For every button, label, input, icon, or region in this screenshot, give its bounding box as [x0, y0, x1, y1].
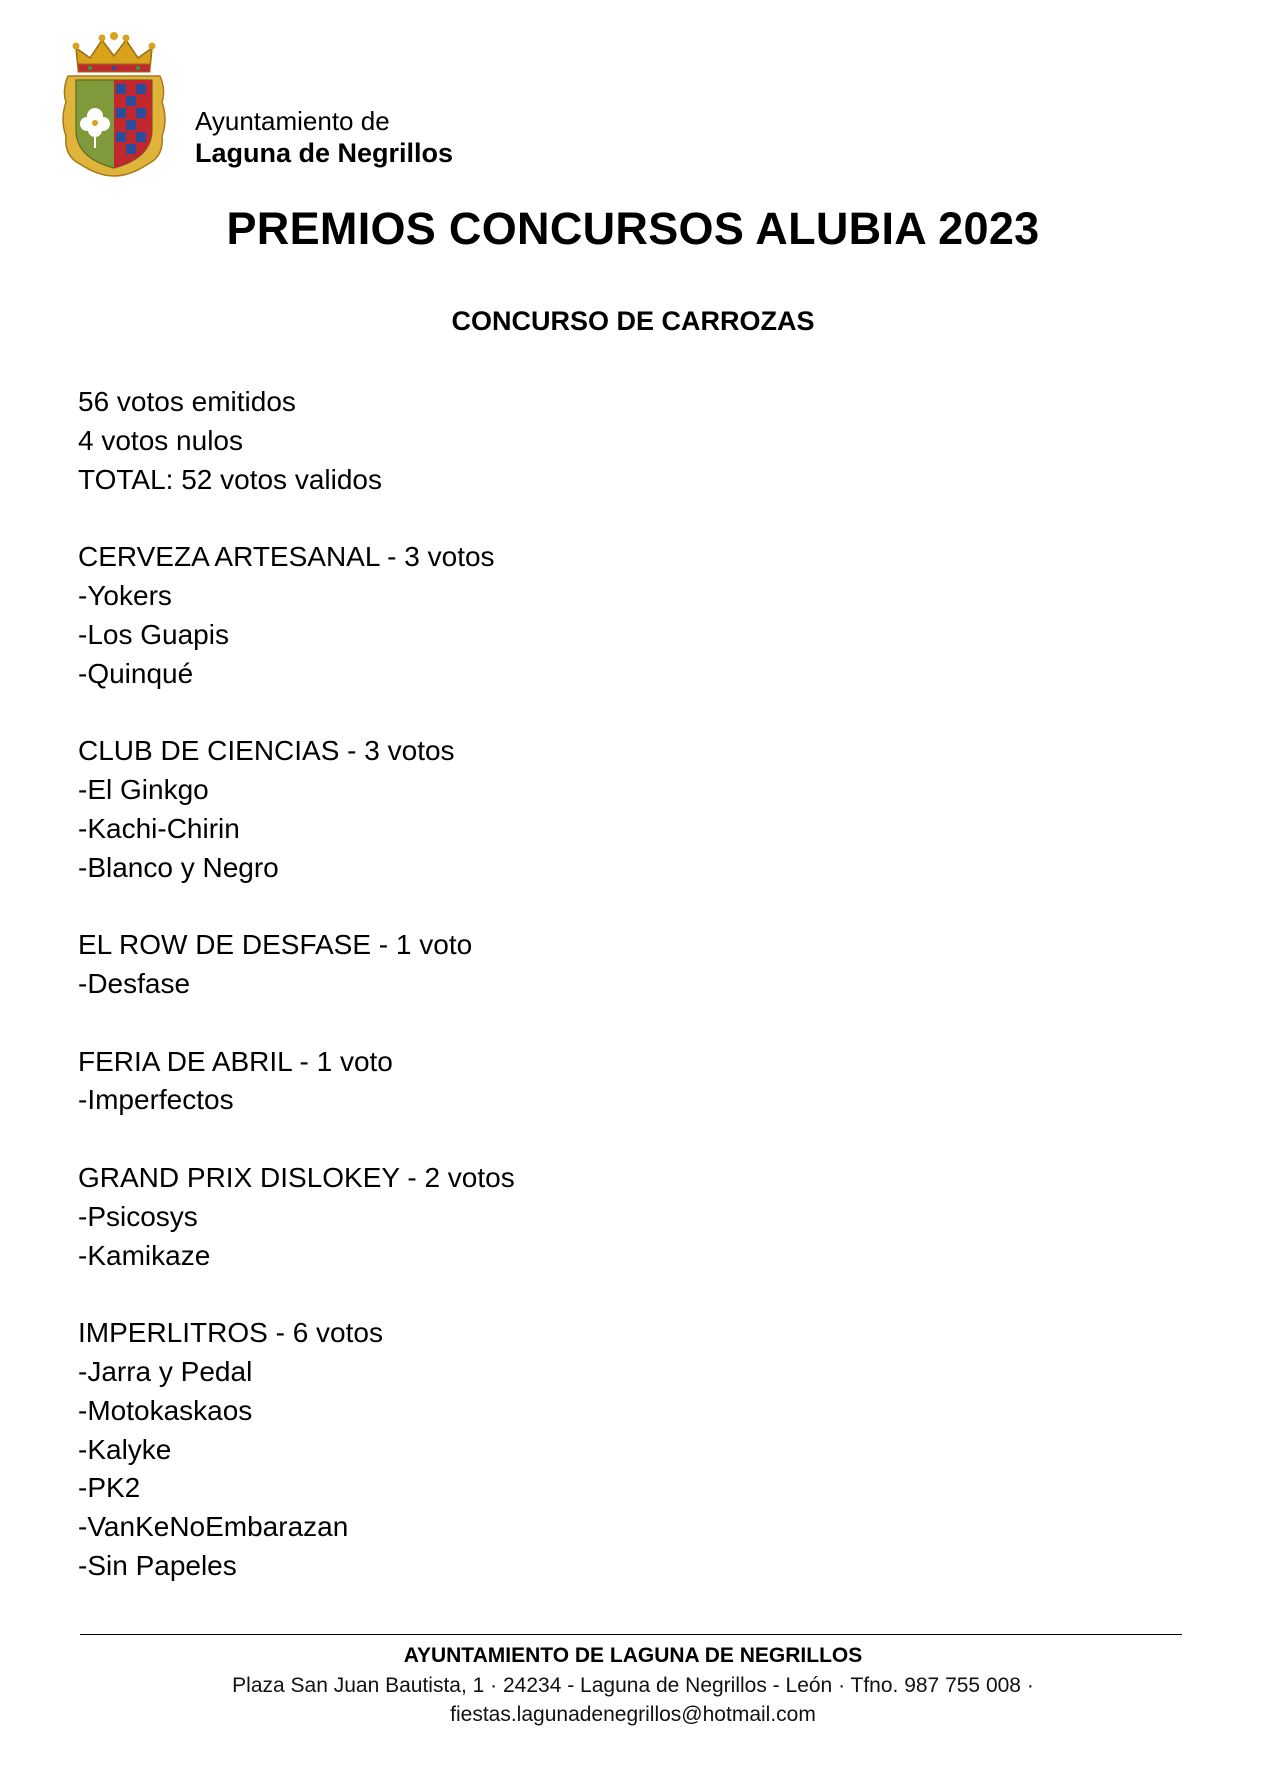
category-heading: FERIA DE ABRIL - 1 voto [78, 1045, 393, 1077]
organization-name-line2: Laguna de Negrillos [195, 138, 454, 168]
organization-name-line1: Ayuntamiento de [195, 106, 390, 136]
category-heading: CERVEZA ARTESANAL - 3 votos [78, 541, 495, 573]
results-body [78, 383, 978, 1625]
category-block [78, 1043, 978, 1121]
category-entry: -Kachi-Chirin [78, 812, 240, 844]
summary-line: 4 votos nulos [78, 424, 243, 456]
category-entry: -Sin Papeles [78, 1549, 237, 1581]
category-block [78, 1159, 978, 1275]
section-subtitle: CONCURSO DE CARROZAS [451, 306, 815, 336]
category-entry: -PK2 [78, 1472, 141, 1504]
category-entry: -Imperfectos [78, 1084, 234, 1116]
category-entry: -Yokers [78, 579, 172, 611]
category-block [78, 732, 978, 887]
category-block [78, 926, 978, 1004]
category-entry: -Blanco y Negro [78, 851, 279, 883]
category-entry: -Motokaskaos [78, 1394, 253, 1426]
footer-divider [80, 1634, 1182, 1635]
coat-of-arms-icon [58, 30, 170, 178]
category-entry: -Psicosys [78, 1200, 198, 1232]
footer-organization: AYUNTAMIENTO DE LAGUNA DE NEGRILLOS [403, 1644, 863, 1667]
category-heading: CLUB DE CIENCIAS - 3 votos [78, 735, 455, 767]
category-entry: -Los Guapis [78, 618, 229, 650]
category-heading: IMPERLITROS - 6 votos [78, 1317, 383, 1349]
footer-address: Plaza San Juan Bautista, 1 · 24234 - Laguna de Negrillos - León · Tfno. 987 755 008 · [232, 1674, 1034, 1697]
category-entry: -Kalyke [78, 1433, 172, 1465]
category-entry: -Desfase [78, 967, 191, 999]
category-entry: -Quinqué [78, 657, 194, 689]
category-heading: EL ROW DE DESFASE - 1 voto [78, 929, 473, 961]
category-entry: -Kamikaze [78, 1239, 211, 1271]
footer-email: fiestas.lagunadenegrillos@hotmail.com [450, 1703, 816, 1726]
vote-summary [78, 383, 978, 499]
page-title: PREMIOS CONCURSOS ALUBIA 2023 [226, 203, 1040, 254]
category-entry: -Jarra y Pedal [78, 1355, 253, 1387]
category-block [78, 538, 978, 693]
category-block [78, 1314, 978, 1586]
category-entry: -VanKeNoEmbarazan [78, 1511, 349, 1543]
category-entry: -El Ginkgo [78, 773, 209, 805]
summary-line: 56 votos emitidos [78, 386, 296, 417]
category-heading: GRAND PRIX DISLOKEY - 2 votos [78, 1161, 515, 1193]
summary-line: TOTAL: 52 votos validos [78, 463, 382, 495]
